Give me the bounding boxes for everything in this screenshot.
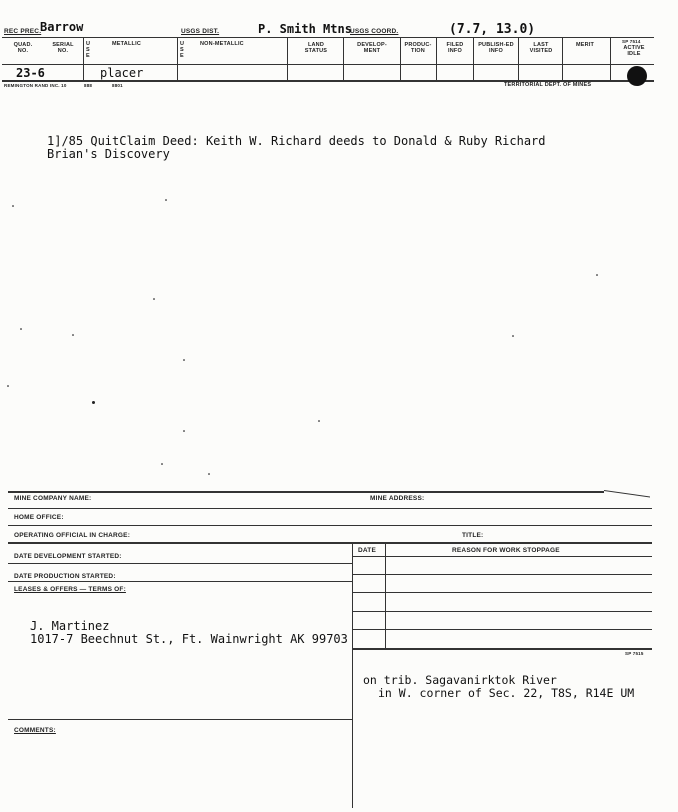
production-label: PRODUC-TION [404, 42, 432, 54]
speck [165, 199, 167, 201]
quad-label: QUAD. NO. [13, 42, 33, 54]
active-idle-label: ACTIVE IDLE [623, 45, 645, 57]
date-production-label: DATE PRODUCTION STARTED: [14, 573, 116, 580]
header-footer-code-2: 8801 [112, 83, 123, 88]
stoppage-date-header: DATE [358, 547, 377, 554]
lessee-name: J. Martinez [30, 619, 110, 633]
usgs-dist-value: P. Smith Mtns [258, 22, 352, 36]
mine-company-label: MINE COMPANY NAME: [14, 495, 92, 502]
header-footer-left: REMINGTON RAND INC. 10 [4, 83, 67, 88]
location-line-2: in W. corner of Sec. 22, T8S, R14E UM [378, 686, 635, 700]
published-info-label: PUBLISH-ED INFO [478, 42, 514, 54]
metallic-value: placer [100, 66, 144, 80]
land-status-label: LAND STATUS [304, 42, 328, 54]
speck [12, 205, 14, 207]
header-divider [287, 37, 288, 81]
speck [512, 335, 514, 337]
rule-stoppage-top [8, 542, 652, 544]
stoppage-row-rule [352, 592, 652, 593]
usgs-dist-label: USGS DIST. [181, 28, 220, 35]
note-line-2: Brian's Discovery [47, 147, 170, 161]
leases-label: LEASES & OFFERS — TERMS OF: [14, 586, 126, 593]
header-divider [610, 37, 611, 81]
lower-rule-top [8, 491, 604, 493]
serial-label: SERIAL NO. [52, 42, 74, 54]
stoppage-row-rule-bottom [352, 648, 652, 650]
speck [72, 334, 74, 336]
development-label: DEVELOP-MENT [357, 42, 387, 54]
lower-rule-curve [604, 490, 650, 507]
usgs-coord-value: (7.7, 13.0) [449, 22, 536, 37]
header-divider [177, 37, 178, 81]
header-divider [518, 37, 519, 81]
filed-info-label: FILED INFO [446, 42, 464, 54]
header-divider [562, 37, 563, 81]
rule-operating-top [8, 525, 652, 526]
header-divider [473, 37, 474, 81]
speck [153, 298, 155, 300]
speck [183, 430, 185, 432]
stoppage-row-rule [352, 574, 652, 575]
usgs-coord-label: USGS COORD. [350, 28, 399, 35]
stoppage-row-rule [352, 556, 652, 557]
form-code-bottom: SP 7515 [625, 651, 644, 656]
merit-label: MERIT [576, 42, 595, 48]
comments-label: COMMENTS: [14, 727, 56, 734]
speck [20, 328, 22, 330]
speck [161, 463, 163, 465]
rule-comments [8, 719, 352, 720]
operating-official-label: OPERATING OFFICIAL IN CHARGE: [14, 532, 131, 539]
lower-vertical-divider [352, 648, 353, 790]
location-line-1: on trib. Sagavanirktok River [363, 673, 557, 687]
stoppage-row-rule [352, 629, 652, 630]
note-line-1: 1]/85 QuitClaim Deed: Keith W. Richard deeds to Donald & Ruby Richard [47, 134, 546, 148]
speck [7, 385, 9, 387]
rec-prec-label: REC PREC. [4, 28, 42, 35]
header-footer-code-1: 888 [84, 83, 93, 88]
header-rule-top [2, 37, 654, 38]
last-visited-label: LAST VISITED [529, 42, 553, 54]
form-code-top: SP 7514 [622, 39, 641, 44]
rule-dev [8, 563, 352, 564]
header-rule-mid [2, 64, 654, 65]
use-letters-metallic: U S E [86, 41, 91, 59]
date-development-label: DATE DEVELOPMENT STARTED: [14, 553, 122, 560]
rule-prod [8, 581, 352, 582]
rule-home-office-top [8, 508, 652, 509]
mine-address-label: MINE ADDRESS: [370, 495, 425, 502]
stoppage-divider-date [385, 544, 386, 648]
active-status-dot [627, 66, 647, 86]
title-label: TITLE: [462, 532, 484, 539]
speck [318, 420, 320, 422]
speck [208, 473, 210, 475]
header-footer-right: TERRITORIAL DEPT. OF MINES [504, 82, 592, 88]
stoppage-row-rule [352, 611, 652, 612]
home-office-label: HOME OFFICE: [14, 514, 64, 521]
stoppage-divider-left [352, 544, 353, 648]
stoppage-reason-header: REASON FOR WORK STOPPAGE [452, 547, 560, 554]
lower-vertical-divider-tail [352, 790, 353, 808]
header-divider [400, 37, 401, 81]
non-metallic-label: NON-METALLIC [200, 41, 244, 47]
header-divider [83, 37, 84, 81]
speck [596, 274, 598, 276]
quad-serial-value: 23-6 [16, 66, 45, 80]
header-divider [436, 37, 437, 81]
lessee-address: 1017-7 Beechnut St., Ft. Wainwright AK 99703 [30, 632, 348, 646]
use-letters-non-metallic: U S E [180, 41, 185, 59]
speck [92, 401, 95, 404]
rec-prec-value: Barrow [40, 20, 84, 34]
metallic-label: METALLIC [112, 41, 141, 47]
header-divider [343, 37, 344, 81]
speck [183, 359, 185, 361]
